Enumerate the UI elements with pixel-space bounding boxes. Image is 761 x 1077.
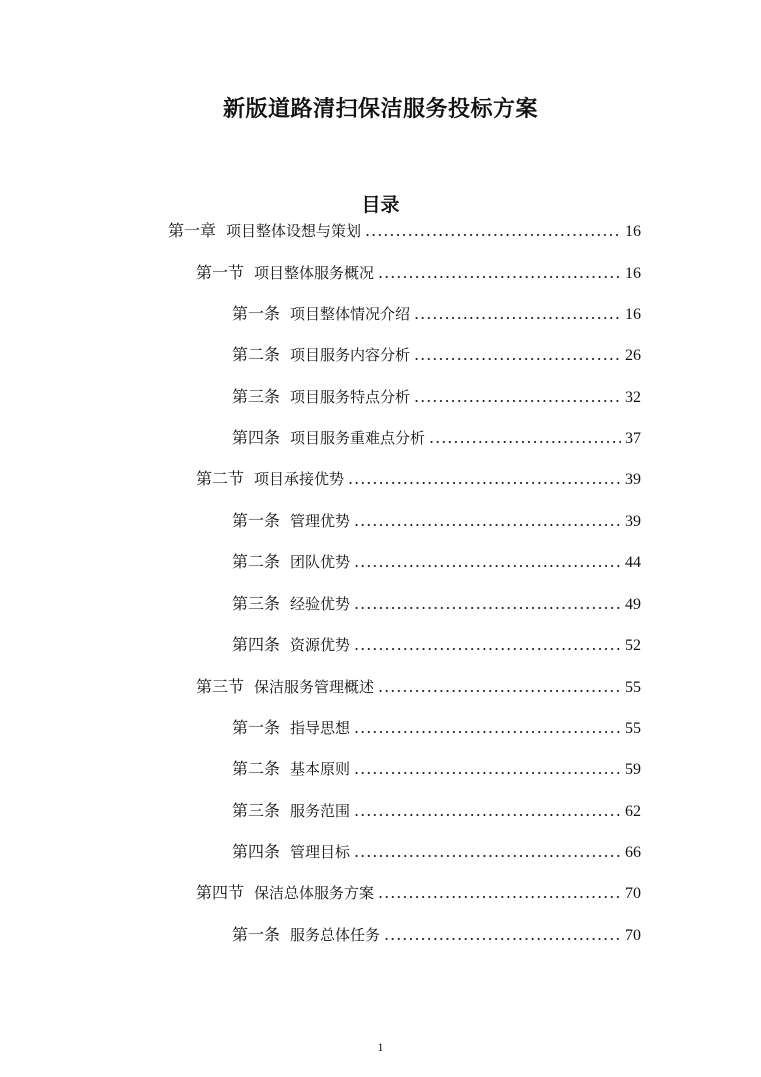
toc-entry-page: 37: [625, 430, 641, 447]
toc-dot-leader: [354, 716, 621, 740]
toc-entry-title: 项目服务重难点分析: [290, 429, 426, 447]
toc-entry-number: 第一条: [232, 925, 281, 944]
toc-dot-leader: [365, 219, 621, 243]
toc-entry-number: 第一条: [232, 511, 281, 530]
toc-entry-article[interactable]: [232, 716, 641, 740]
toc-entry-title: 管理目标: [290, 843, 351, 861]
toc-entry-article[interactable]: [232, 840, 641, 864]
toc-entry-title: 项目整体设想与策划: [226, 222, 362, 240]
toc-entry-title: 保洁总体服务方案: [254, 884, 375, 902]
toc-entry-article[interactable]: [232, 757, 641, 781]
toc-entry-number: 第二节: [196, 469, 245, 488]
toc-entry-page: 49: [625, 596, 641, 613]
toc-entry-number: 第四条: [232, 635, 281, 654]
toc-entry-article[interactable]: [232, 923, 641, 947]
toc-dot-leader: [429, 426, 621, 450]
toc-entry-section-3[interactable]: [196, 675, 641, 699]
toc-entry-title: 保洁服务管理概述: [254, 678, 375, 696]
toc-entry-title: 经验优势: [290, 595, 351, 613]
toc-entry-number: 第三条: [232, 387, 281, 406]
toc-entry-page: 44: [625, 554, 641, 571]
toc-entry-page: 39: [625, 471, 641, 488]
toc-entry-number: 第二条: [232, 345, 281, 364]
toc-heading: 目录: [361, 194, 400, 216]
page-number: 1: [377, 1040, 384, 1054]
toc-entry-chapter-1[interactable]: [168, 219, 641, 243]
toc-entry-page: 39: [625, 513, 641, 530]
toc-entry-page: 70: [625, 927, 641, 944]
toc-dot-leader: [354, 633, 621, 657]
toc-entry-page: 62: [625, 803, 641, 820]
toc-entry-title: 服务总体任务: [290, 926, 381, 944]
toc-entry-page: 16: [625, 306, 641, 323]
toc-entry-number: 第一节: [196, 263, 245, 282]
toc-entry-section-2[interactable]: [196, 467, 641, 491]
toc-dot-leader: [414, 385, 621, 409]
toc-entry-article[interactable]: [232, 550, 641, 574]
toc-entry-section-1[interactable]: [196, 261, 641, 285]
toc-dot-leader: [354, 550, 621, 574]
toc-entry-number: 第二条: [232, 759, 281, 778]
toc-entry-title: 项目整体服务概况: [254, 264, 375, 282]
toc-entry-title: 团队优势: [290, 553, 351, 571]
toc-entry-number: 第一条: [232, 304, 281, 323]
toc-entry-section-4[interactable]: [196, 881, 641, 905]
toc-entry-title: 项目整体情况介绍: [290, 305, 411, 323]
toc-dot-leader: [414, 343, 621, 367]
toc-entry-page: 55: [625, 720, 641, 737]
toc-entry-number: 第四条: [232, 428, 281, 447]
toc-entry-number: 第一条: [232, 718, 281, 737]
toc-entry-title: 管理优势: [290, 512, 351, 530]
toc-entry-page: 26: [625, 347, 641, 364]
toc-entry-article[interactable]: [232, 385, 641, 409]
toc-entry-page: 16: [625, 223, 641, 240]
toc-dot-leader: [384, 923, 621, 947]
toc-entry-article[interactable]: [232, 302, 641, 326]
toc-entry-number: 第二条: [232, 552, 281, 571]
toc-entry-title: 项目服务特点分析: [290, 388, 411, 406]
toc-dot-leader: [354, 592, 621, 616]
toc-dot-leader: [378, 881, 621, 905]
toc-entry-page: 59: [625, 761, 641, 778]
toc-entry-article[interactable]: [232, 343, 641, 367]
toc-entry-number: 第三条: [232, 801, 281, 820]
toc-entry-number: 第四条: [232, 842, 281, 861]
toc-entry-number: 第三条: [232, 594, 281, 613]
toc-entry-number: 第三节: [196, 677, 245, 696]
toc-entry-title: 服务范围: [290, 802, 351, 820]
toc-entry-article[interactable]: [232, 592, 641, 616]
toc-entry-page: 16: [625, 265, 641, 282]
toc-entry-title: 基本原则: [290, 760, 351, 778]
toc-dot-leader: [348, 467, 621, 491]
toc-entry-title: 项目服务内容分析: [290, 346, 411, 364]
toc-entry-number: 第四节: [196, 883, 245, 902]
toc-entry-page: 66: [625, 844, 641, 861]
toc-entry-article[interactable]: [232, 509, 641, 533]
toc-entry-title: 资源优势: [290, 636, 351, 654]
toc-dot-leader: [354, 509, 621, 533]
toc-entry-number: 第一章: [168, 221, 217, 240]
toc-dot-leader: [354, 757, 621, 781]
toc-entry-article[interactable]: [232, 799, 641, 823]
toc-entry-title: 指导思想: [290, 719, 351, 737]
toc-entry-article[interactable]: [232, 426, 641, 450]
toc-entry-title: 项目承接优势: [254, 470, 345, 488]
toc-dot-leader: [414, 302, 621, 326]
toc-dot-leader: [378, 261, 621, 285]
toc-dot-leader: [354, 840, 621, 864]
toc-dot-leader: [378, 675, 621, 699]
toc-entry-page: 70: [625, 885, 641, 902]
toc-entry-article[interactable]: [232, 633, 641, 657]
toc-entry-page: 52: [625, 637, 641, 654]
toc-dot-leader: [354, 799, 621, 823]
toc-entry-page: 32: [625, 389, 641, 406]
toc-entry-page: 55: [625, 679, 641, 696]
document-title: 新版道路清扫保洁服务投标方案: [222, 97, 538, 122]
